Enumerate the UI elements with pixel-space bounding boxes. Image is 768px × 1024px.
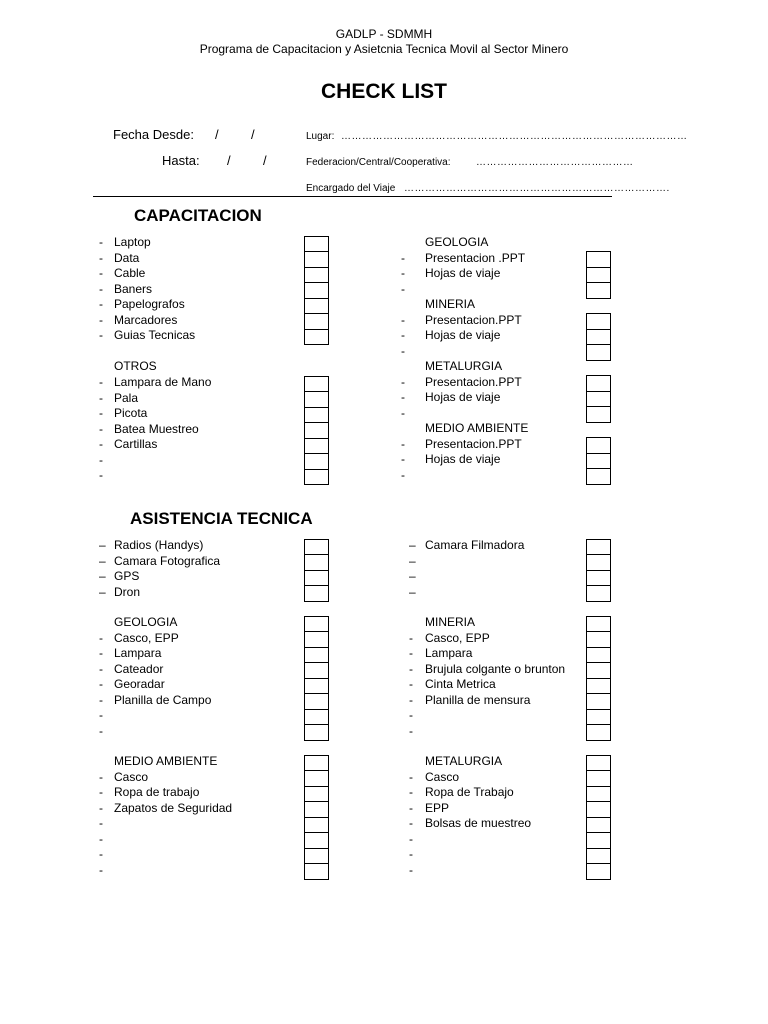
bullet: -	[401, 343, 405, 358]
group-title: MINERIA	[425, 297, 476, 311]
bullet: –	[99, 538, 106, 552]
bullet: -	[409, 646, 413, 660]
fecha-desde-label: Fecha Desde:	[113, 127, 194, 142]
checkbox[interactable]	[586, 631, 611, 648]
bullet: -	[99, 630, 103, 645]
bullet: -	[99, 692, 103, 707]
item-label: Hojas de viaje	[425, 452, 501, 466]
checkbox[interactable]	[586, 709, 611, 726]
list-item	[0, 554, 768, 570]
date-slash: /	[251, 127, 255, 142]
checkbox[interactable]	[586, 468, 611, 485]
bullet: -	[99, 406, 103, 420]
list-item	[0, 863, 768, 879]
bullet: -	[409, 677, 413, 691]
checkbox[interactable]	[304, 678, 329, 695]
date-slash: /	[227, 153, 231, 168]
bullet: -	[409, 769, 413, 784]
bullet: -	[99, 708, 103, 722]
item-label: Batea Muestreo	[114, 421, 199, 436]
checkbox[interactable]	[586, 801, 611, 818]
list-item	[0, 375, 768, 391]
bullet: -	[409, 692, 413, 707]
bullet: -	[99, 452, 103, 467]
item-label: Cable	[114, 266, 146, 280]
list-item	[0, 569, 768, 585]
item-label: Hojas de viaje	[425, 390, 501, 404]
item-label: Radios (Handys)	[114, 538, 204, 552]
bullet: -	[401, 266, 405, 280]
item-label: Marcadores	[114, 312, 178, 327]
item-label: Planilla de Campo	[114, 692, 212, 707]
bullet: -	[409, 708, 413, 722]
list-item	[0, 724, 768, 740]
bullet: -	[409, 862, 413, 877]
checkbox[interactable]	[304, 786, 329, 803]
bullet: -	[99, 421, 103, 436]
checkbox[interactable]	[586, 282, 611, 299]
item-label: Cinta Metrica	[425, 677, 496, 691]
list-item	[0, 832, 768, 848]
checkbox[interactable]	[304, 709, 329, 726]
item-label: EPP	[425, 800, 450, 815]
hasta-label: Hasta:	[162, 153, 200, 168]
item-label: Presentacion.PPT	[425, 312, 522, 327]
checkbox[interactable]	[586, 693, 611, 710]
item-label: Presentacion.PPT	[425, 436, 522, 451]
bullet: -	[409, 785, 413, 799]
group-title: MEDIO AMBIENTE	[425, 421, 529, 435]
list-item	[0, 801, 768, 817]
group-title-medio-ambiente: MEDIO AMBIENTE	[114, 754, 218, 768]
checkbox[interactable]	[586, 616, 611, 633]
bullet: -	[99, 437, 103, 451]
bullet: -	[99, 250, 103, 265]
list-item	[0, 313, 768, 329]
list-item	[0, 538, 768, 554]
item-label: Pala	[114, 390, 139, 405]
bullet: -	[401, 374, 405, 389]
item-label: Picota	[114, 406, 148, 420]
bullet: -	[409, 831, 413, 846]
item-label: Lampara de Mano	[114, 375, 212, 389]
bullet: -	[401, 436, 405, 451]
checkbox[interactable]	[586, 662, 611, 679]
bullet: -	[409, 630, 413, 645]
bullet: -	[401, 250, 405, 265]
list-item	[0, 468, 768, 484]
bullet: -	[99, 328, 103, 342]
organization-name: GADLP - SDMMH	[335, 27, 433, 41]
encargado-label: Encargado del Viaje	[306, 183, 396, 194]
group-title-mineria: MINERIA	[425, 615, 476, 629]
checkbox[interactable]	[304, 662, 329, 679]
bullet: -	[409, 661, 413, 676]
bullet: -	[409, 723, 413, 738]
section-title-asistencia: ASISTENCIA TECNICA	[130, 509, 313, 528]
bullet: –	[99, 553, 106, 568]
group-title-metalurgia: METALURGIA	[425, 754, 503, 768]
bullet: –	[99, 569, 106, 583]
list-item	[0, 328, 768, 344]
item-label: Bolsas de muestreo	[425, 816, 532, 830]
bullet: -	[99, 297, 103, 311]
bullet: -	[99, 862, 103, 877]
item-label: Ropa de trabajo	[114, 785, 200, 799]
item-label: Lampara	[425, 646, 473, 660]
list-item	[0, 251, 768, 267]
list-item	[0, 390, 768, 406]
checkbox[interactable]	[304, 848, 329, 865]
list-item	[0, 344, 768, 360]
item-label: Planilla de mensura	[425, 692, 531, 707]
bullet: -	[99, 312, 103, 327]
item-label: Hojas de viaje	[425, 328, 501, 342]
bullet: –	[409, 553, 416, 568]
item-label: Data	[114, 250, 140, 265]
bullet: -	[99, 831, 103, 846]
bullet: -	[99, 468, 103, 482]
checkbox[interactable]	[586, 863, 611, 880]
list-item	[0, 785, 768, 801]
item-label: Casco, EPP	[425, 630, 490, 645]
bullet: -	[99, 816, 103, 830]
lugar-field[interactable]: ………………………………………………………………………………………	[341, 131, 688, 142]
program-name: Programa de Capacitacion y Asietcnia Tecnica Movil al Sector Minero	[199, 42, 569, 56]
list-item	[0, 662, 768, 678]
checkbox[interactable]	[586, 848, 611, 865]
bullet: –	[99, 584, 106, 599]
encargado-field[interactable]: ………………………………………………………………….	[404, 183, 670, 194]
bullet: -	[99, 661, 103, 676]
list-item	[0, 422, 768, 438]
list-item	[0, 266, 768, 282]
list-item	[0, 406, 768, 422]
bullet: -	[99, 646, 103, 660]
bullet: -	[401, 452, 405, 466]
item-label: Casco	[114, 769, 149, 784]
checkbox[interactable]	[586, 344, 611, 361]
group-title-otros: OTROS	[114, 359, 157, 373]
list-item	[0, 693, 768, 709]
checkbox[interactable]	[304, 770, 329, 787]
checkbox[interactable]	[304, 693, 329, 710]
checkbox[interactable]	[304, 647, 329, 664]
checkbox[interactable]	[586, 817, 611, 834]
bullet: -	[99, 785, 103, 799]
item-label: Georadar	[114, 677, 165, 691]
bullet: –	[409, 538, 416, 552]
group-title-geologia: GEOLOGIA	[114, 615, 178, 629]
item-label: Dron	[114, 584, 141, 599]
list-item	[0, 708, 768, 724]
bullet: -	[99, 281, 103, 296]
list-item	[0, 297, 768, 313]
item-label: Presentacion .PPT	[425, 250, 526, 265]
group-title: METALURGIA	[425, 359, 503, 373]
bullet: –	[409, 569, 416, 583]
checkbox[interactable]	[586, 406, 611, 423]
bullet: -	[99, 800, 103, 815]
item-label: Papelografos	[114, 297, 185, 311]
federacion-field[interactable]: ………………………………………	[476, 157, 634, 168]
bullet: –	[409, 584, 416, 599]
header-divider	[93, 196, 612, 197]
checkbox[interactable]	[304, 631, 329, 648]
item-label: Cartillas	[114, 437, 158, 451]
section-title-capacitacion: CAPACITACION	[134, 206, 262, 225]
bullet: -	[409, 847, 413, 861]
bullet: -	[99, 769, 103, 784]
checkbox[interactable]	[304, 817, 329, 834]
checkbox[interactable]	[304, 616, 329, 633]
item-label: Ropa de Trabajo	[425, 785, 514, 799]
date-slash: /	[263, 153, 267, 168]
item-label: Cateador	[114, 661, 164, 676]
list-item	[0, 235, 768, 251]
item-label: Brujula colgante o brunton	[425, 661, 566, 676]
bullet: -	[401, 467, 405, 482]
item-label: Camara Filmadora	[425, 538, 525, 552]
item-label: Casco	[425, 769, 460, 784]
item-label: GPS	[114, 569, 140, 583]
item-label: Camara Fotografica	[114, 553, 221, 568]
checkbox[interactable]	[304, 863, 329, 880]
checkbox[interactable]	[586, 724, 611, 741]
checkbox[interactable]	[586, 770, 611, 787]
bullet: -	[401, 405, 405, 420]
list-item	[0, 282, 768, 298]
bullet: -	[401, 390, 405, 404]
group-title: GEOLOGIA	[425, 235, 489, 249]
checkbox[interactable]	[586, 786, 611, 803]
list-item	[0, 770, 768, 786]
bullet: -	[409, 800, 413, 815]
bullet: -	[99, 677, 103, 691]
item-label: Casco, EPP	[114, 630, 179, 645]
bullet: -	[99, 847, 103, 861]
item-label: Lampara	[114, 646, 162, 660]
list-item	[0, 847, 768, 863]
list-item	[0, 452, 768, 468]
bullet: -	[99, 266, 103, 280]
checkbox[interactable]	[586, 755, 611, 772]
list-item	[0, 646, 768, 662]
list-item	[0, 437, 768, 453]
item-label: Presentacion.PPT	[425, 374, 522, 389]
checkbox[interactable]	[304, 724, 329, 741]
federacion-label: Federacion/Central/Cooperativa:	[306, 157, 451, 168]
item-label: Laptop	[114, 235, 151, 249]
list-item	[0, 677, 768, 693]
item-label: Zapatos de Seguridad	[114, 800, 233, 815]
bullet: -	[401, 328, 405, 342]
checkbox[interactable]	[304, 832, 329, 849]
list-item	[0, 631, 768, 647]
item-label: Baners	[114, 281, 153, 296]
date-slash: /	[215, 127, 219, 142]
bullet: -	[401, 312, 405, 327]
item-label: Hojas de viaje	[425, 266, 501, 280]
bullet: -	[401, 281, 405, 296]
bullet: -	[99, 390, 103, 405]
list-item	[0, 816, 768, 832]
page-title: CHECK LIST	[321, 80, 447, 103]
checkbox[interactable]	[586, 585, 611, 602]
checkbox[interactable]	[304, 801, 329, 818]
checkbox[interactable]	[304, 755, 329, 772]
bullet: -	[99, 375, 103, 389]
lugar-label: Lugar:	[306, 131, 335, 142]
item-label: Guias Tecnicas	[114, 328, 196, 342]
checkbox[interactable]	[586, 647, 611, 664]
bullet: -	[99, 723, 103, 738]
checkbox[interactable]	[586, 678, 611, 695]
checkbox[interactable]	[586, 832, 611, 849]
bullet: -	[99, 235, 103, 249]
bullet: -	[409, 816, 413, 830]
list-item	[0, 585, 768, 601]
